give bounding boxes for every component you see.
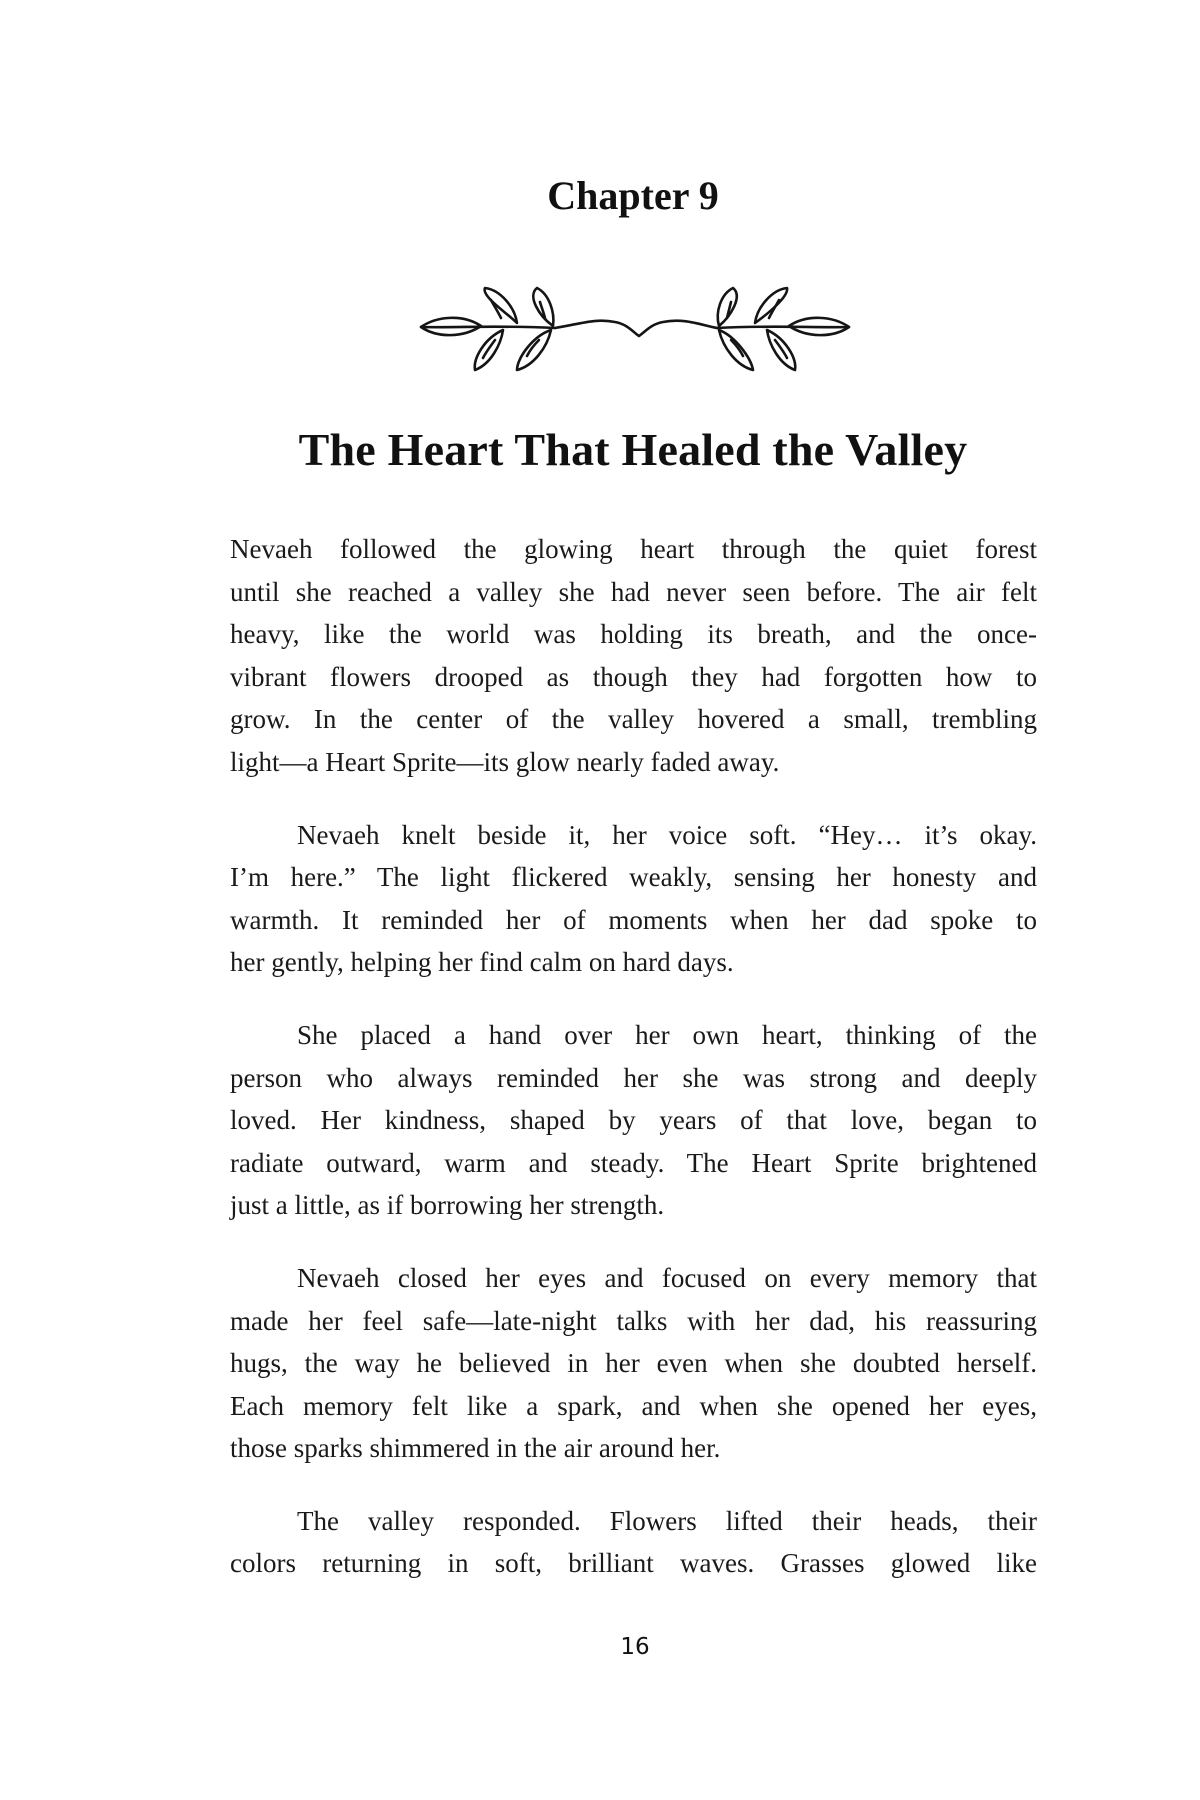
text-line: heavy, like the world was holding its breath, and the once- [230, 619, 1037, 650]
text-line: just a little, as if borrowing her strength. [230, 1190, 665, 1221]
text-line: vibrant flowers drooped as though they had forgotten how to [230, 661, 1037, 692]
paragraph-4 [230, 1257, 1037, 1470]
leafy-vine-divider-icon [415, 278, 855, 378]
leaf-icon [718, 288, 737, 326]
page-number: 16 [620, 1634, 650, 1660]
paragraph-2 [230, 814, 1037, 984]
vine-stem-left [421, 327, 555, 328]
text-line: person who always reminded her she was strong and deeply [230, 1062, 1037, 1093]
paragraph-1 [230, 528, 1037, 784]
leaf-icon [769, 300, 779, 318]
text-line: loved. Her kindness, shaped by years of that love, began to [230, 1105, 1037, 1136]
leaf-icon [533, 288, 553, 326]
text-line: The valley responded. Flowers lifted their heads, their [297, 1505, 1037, 1536]
text-line: hugs, the way he believed in her even when she doubted herself. [230, 1348, 1037, 1379]
paragraph-5 [230, 1500, 1037, 1585]
text-line: Nevaeh followed the glowing heart through the quiet forest [230, 534, 1037, 564]
vine-center [555, 321, 717, 336]
text-line: Nevaeh closed her eyes and focused on every memory that [297, 1262, 1037, 1293]
text-line: Each memory felt like a spark, and when she opened her eyes, [230, 1390, 1037, 1421]
text-line: made her feel safe—late-night talks with her dad, his reassuring [230, 1305, 1037, 1336]
text-line: light—a Heart Sprite—its glow nearly faded away. [230, 746, 780, 777]
chapter-number: Chapter 9 [547, 173, 719, 218]
leaf-icon [719, 330, 753, 370]
text-line: Nevaeh knelt beside it, her voice soft. “Hey… it’s okay. [297, 819, 1037, 850]
text-line: those sparks shimmered in the air around her. [230, 1433, 721, 1464]
text-line: She placed a hand over her own heart, thinking of the [297, 1019, 1037, 1050]
text-line: her gently, helping her find calm on hard days. [230, 947, 734, 978]
text-line: warmth. It reminded her of moments when her dad spoke to [230, 904, 1037, 935]
text-line: until she reached a valley she had never seen before. The air felt [230, 576, 1037, 607]
text-line: I’m here.” The light flickered weakly, sensing her honesty and [230, 862, 1037, 893]
chapter-title: The Heart That Healed the Valley [298, 424, 968, 475]
leaf-icon [517, 330, 551, 370]
paragraph-3 [230, 1014, 1037, 1227]
leaf-icon [755, 288, 787, 323]
text-line: grow. In the center of the valley hovered a small, trembling [230, 704, 1037, 735]
text-line: colors returning in soft, brilliant waves. Grasses glowed like [230, 1548, 1037, 1579]
vine-stem-right [717, 327, 849, 328]
chapter-body [230, 528, 1037, 1615]
text-line: radiate outward, warm and steady. The Heart Sprite brightened [230, 1147, 1037, 1178]
